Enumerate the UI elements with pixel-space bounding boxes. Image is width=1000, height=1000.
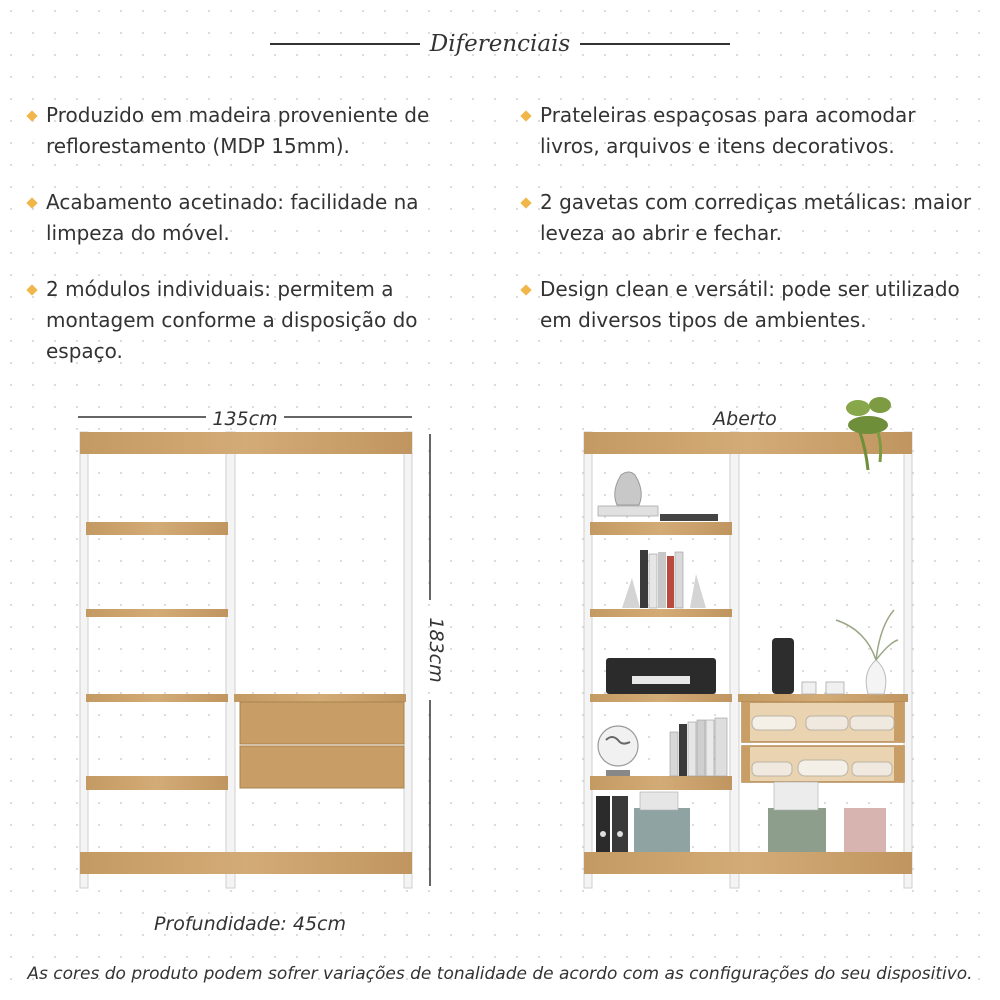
feature-text: Design clean e versátil: pode ser utilizado em diversos tipos de ambientes.: [540, 277, 960, 332]
storage-boxes-icon: [634, 782, 886, 852]
feature-text: Prateleiras espaçosas para acomodar livros, arquivos e itens decorativos.: [540, 103, 916, 158]
books-row-icon: [670, 718, 727, 776]
dimension-width: [78, 408, 412, 430]
printer-icon: [606, 658, 716, 694]
binders-icon: [596, 796, 628, 852]
bookcase-dimensions: [80, 432, 412, 888]
feature-text: 2 módulos individuais: permitem a montagem conforme a disposição do espaço.: [46, 277, 418, 363]
globe-icon: [598, 726, 638, 776]
height-label: 183cm: [425, 617, 447, 683]
coffee-machine-icon: [772, 638, 844, 694]
feature-text: 2 gavetas com corrediças metálicas: maior leveza ao abrir e fechar.: [540, 190, 972, 245]
vase-icon: [598, 472, 718, 521]
page-title: Diferenciais: [429, 31, 571, 57]
width-label: 135cm: [212, 408, 278, 430]
open-view-label: Aberto: [713, 408, 777, 430]
feature-text: Acabamento acetinado: facilidade na limpeza do móvel.: [46, 190, 419, 245]
color-disclaimer: As cores do produto podem sofrer variações de tonalidade de acordo com as configurações do seu dispositivo.: [27, 964, 973, 984]
feature-text: Produzido em madeira proveniente de reflorestamento (MDP 15mm).: [46, 103, 430, 158]
books-icon: [622, 550, 706, 608]
depth-label: Profundidade: 45cm: [153, 913, 347, 935]
flower-vase-icon: [836, 610, 898, 694]
dimension-height: [425, 434, 447, 886]
